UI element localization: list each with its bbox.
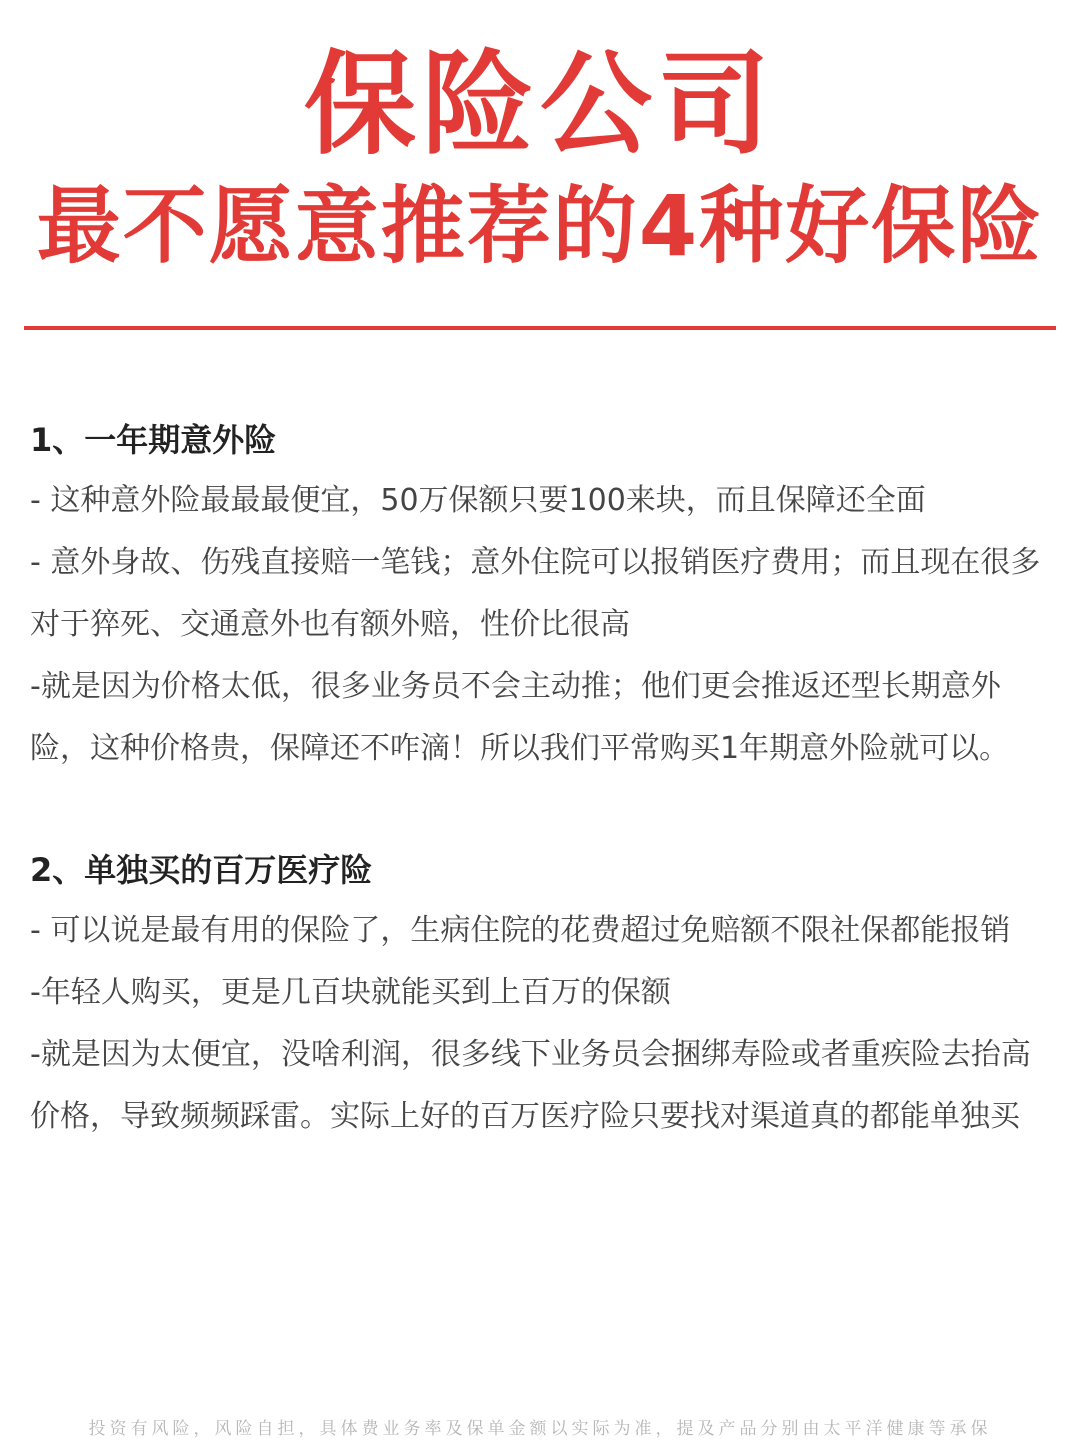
page-subtitle: 最不愿意推荐的4种好保险 [36, 177, 1044, 275]
section-paragraph: -年轻人购买，更是几百块就能买到上百万的保额 [30, 975, 671, 1010]
section-heading: 1、一年期意外险 [30, 421, 277, 459]
title-divider [24, 326, 1056, 330]
article-body [30, 412, 1050, 1210]
title-block [0, 40, 1080, 276]
page-title: 保险公司 [304, 40, 776, 170]
section-paragraph: -就是因为价格太低，很多业务员不会主动推；他们更会推返还型长期意外险，这种价格贵，保障还不咋滴！所以我们平常购买1年期意外险就可以。 [30, 669, 1010, 766]
disclaimer-footer: 投资有风险，风险自担，具体费业务率及保单金额以实际为准，提及产品分别由太平洋健康等承保 [88, 1419, 992, 1439]
section-paragraph: -就是因为太便宜，没啥利润，很多线下业务员会捆绑寿险或者重疾险去抬高价格，导致频频踩雷。实际上好的百万医疗险只要找对渠道真的都能单独买 [30, 1037, 1031, 1134]
section-paragraph: - 可以说是最有用的保险了，生病住院的花费超过免赔额不限社保都能报销 [30, 913, 1011, 948]
section-paragraph: - 意外身故、伤残直接赔一笔钱；意外住院可以报销医疗费用；而且现在很多对于猝死、交通意外也有额外赔，性价比很高 [30, 545, 1041, 642]
section-paragraph: - 这种意外险最最最便宜，50万保额只要100来块，而且保障还全面 [30, 483, 926, 518]
section-accident-insurance [30, 412, 1050, 780]
section-medical-insurance [30, 842, 1050, 1148]
section-heading: 2、单独买的百万医疗险 [30, 851, 373, 889]
